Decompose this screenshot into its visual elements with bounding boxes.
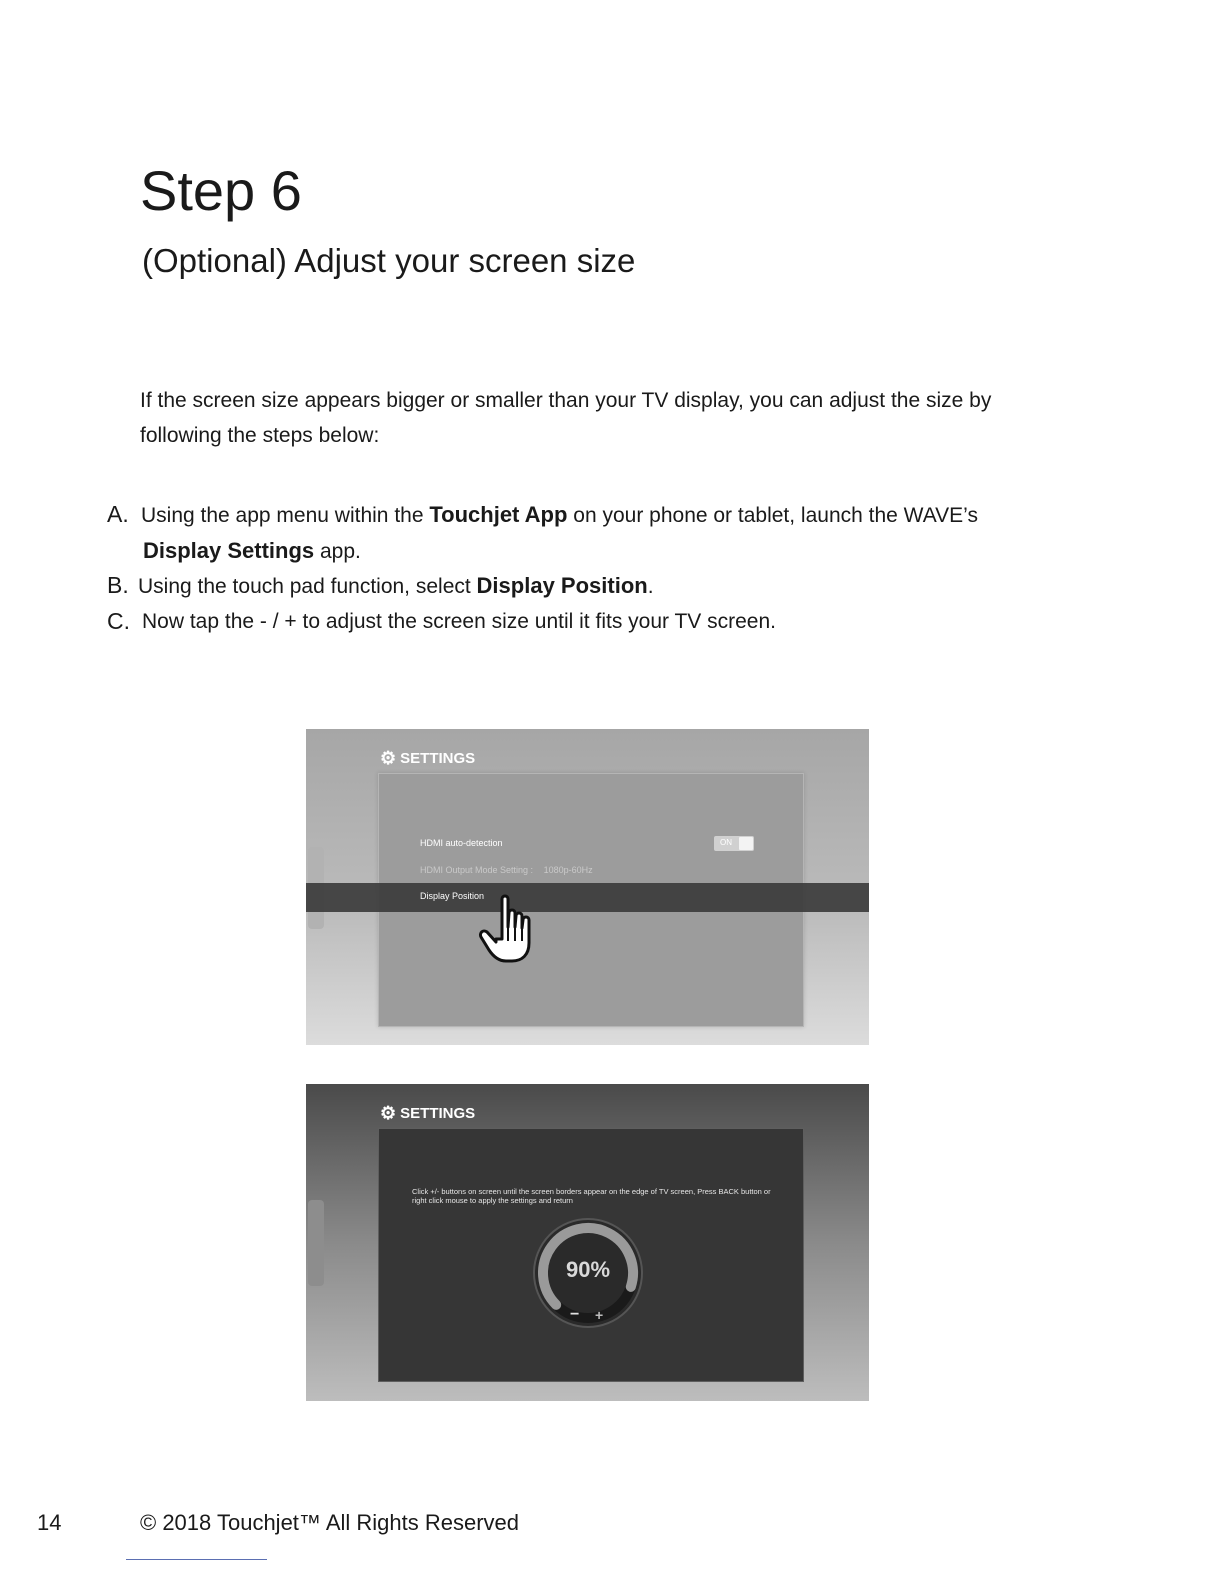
step-bold-text: Display Position (476, 573, 648, 598)
settings-screenshot-screen-size (306, 1084, 869, 1401)
step-letter: C. (107, 608, 130, 634)
menu-item-display-position[interactable]: Display Position (420, 891, 485, 901)
hand-pointer-icon (478, 893, 548, 965)
step-text: app. (314, 540, 361, 563)
footer-rule (126, 1559, 267, 1560)
step-b (107, 568, 1067, 604)
selected-row-highlight (306, 883, 869, 912)
menu-item-label: HDMI Output Mode Setting : (420, 865, 534, 875)
step-a (107, 497, 1067, 569)
step-text: on your phone or tablet, launch the WAVE’s (567, 504, 978, 527)
menu-item-value: 1080p-60Hz (543, 865, 593, 875)
screen-size-percent: 90% (565, 1257, 611, 1282)
decrease-button[interactable]: − (570, 1306, 580, 1323)
side-toolbar (308, 1200, 324, 1286)
increase-button[interactable]: + (595, 1307, 604, 1323)
page-number: 14 (37, 1510, 62, 1535)
step-bold-text: Touchjet App (429, 502, 568, 527)
settings-header-label: SETTINGS (400, 749, 476, 767)
step-text: Now tap the - / + to adjust the screen size until it fits your TV screen. (142, 610, 776, 633)
gear-icon: ⚙ (380, 1103, 397, 1123)
step-bold-text: Display Settings (143, 538, 315, 563)
hdmi-auto-detection-toggle[interactable] (714, 836, 754, 851)
step-c (107, 604, 1067, 639)
step-text: Using the touch pad function, select (138, 575, 477, 598)
settings-header-label: SETTINGS (400, 1104, 476, 1122)
step-text: . (647, 575, 654, 598)
step-text: Using the app menu within the (141, 504, 430, 527)
settings-header (380, 1104, 475, 1122)
settings-header (380, 749, 475, 767)
intro-paragraph: If the screen size appears bigger or smaller than your TV display, you can adjust the size by following the steps below: (140, 389, 992, 447)
toggle-label: ON (720, 838, 732, 847)
page-title: Step 6 (140, 159, 302, 222)
page-subtitle: (Optional) Adjust your screen size (142, 242, 636, 279)
step-letter: A. (107, 501, 129, 527)
copyright-notice: © 2018 Touchjet™ All Rights Reserved (140, 1510, 520, 1535)
toggle-knob (739, 837, 753, 850)
menu-item-hdmi-output-mode[interactable] (420, 865, 593, 875)
gear-icon: ⚙ (380, 748, 397, 768)
step-letter: B. (107, 572, 129, 598)
settings-screenshot-display-position (306, 729, 869, 1045)
adjust-instruction-text: Click +/- buttons on screen until the screen borders appear on the edge of TV screen, Press BACK button or right click mouse to apply the settings and return (412, 1187, 771, 1205)
menu-item-hdmi-auto-detection[interactable]: HDMI auto-detection (420, 838, 503, 848)
